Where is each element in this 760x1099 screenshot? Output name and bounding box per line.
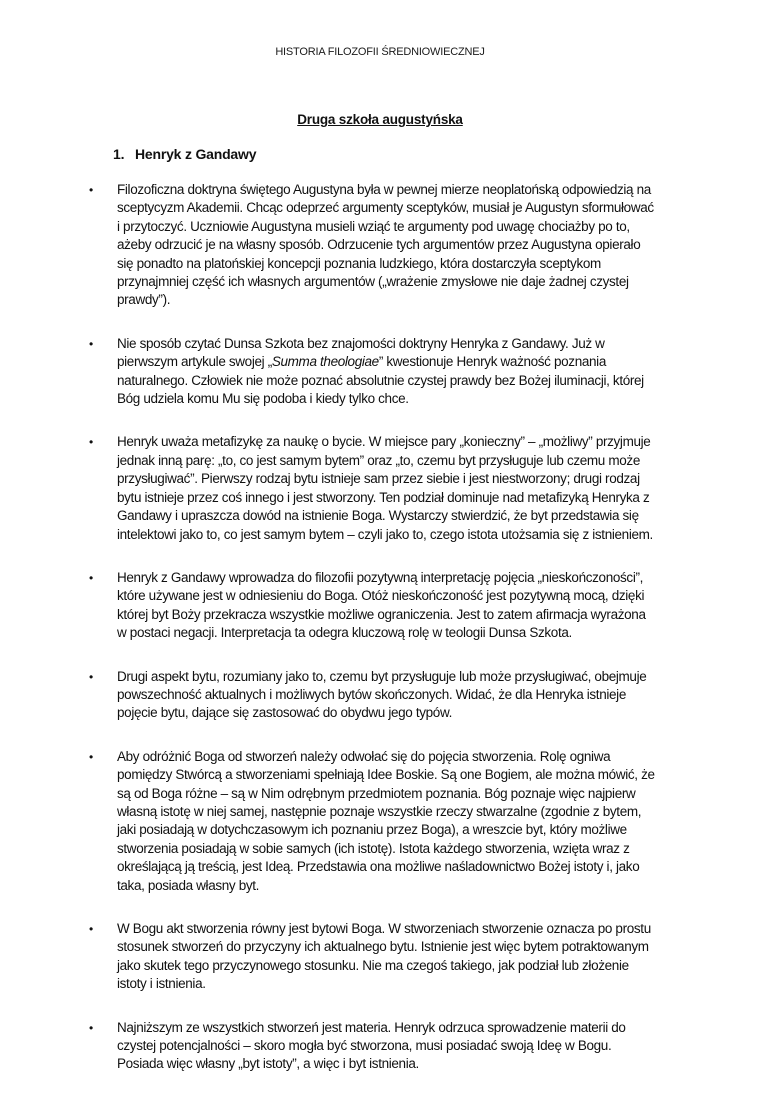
bullet-icon: •: [89, 183, 93, 197]
bullet-icon: •: [89, 749, 93, 764]
bullet-icon: •: [89, 435, 93, 450]
bullet-icon: •: [89, 669, 93, 684]
bullet-text: Filozoficzna doktryna świętego Augustyna była w pewnej mierze neoplatońską odpowiedzią na sceptycyzm Akademii. Chcąc odeprzeć argumenty sceptyków, musiał je Augustyn sformułować i przytoczyć. Uczniowie Augustyna musieli wziąć te argumenty pod uwagę chociażby po to, ażeby odrzucić je na własny sposób. Odrzucenie tych argumentów przez Augustyna opierało się ponadto na platońskiej koncepcji poznania ludzkiego, która dostarczyła sceptykom przynajmniej część ich własnych argumentów („wrażenie zmysłowe nie daje żadnej czystej prawdy”).: [117, 182, 654, 308]
bullet-paragraph: [0, 1019, 760, 1074]
bullet-text: Nie sposób czytać Dunsa Szkota bez znajomości doktryny Henryka z Gandawy. Już w pierwszym artykule swojej „Summa theologiae” kwestionuje Henryk ważność poznania naturalnego. Człowiek nie może poznać absolutnie czystej prawdy bez Bożej iluminacji, której Bóg udziela komu Mu się podoba i kiedy tylko chce.: [117, 335, 644, 407]
section-heading-text: Henryk z Gandawy: [135, 146, 257, 162]
bullet-icon: •: [89, 570, 93, 585]
bullet-text: Aby odróżnić Boga od stworzeń należy odwołać się do pojęcia stworzenia. Rolę ogniwa pomiędzy Stwórcą a stworzeniami spełniają Idee Boskie. Są one Bogiem, ale można mówić, że są od Boga różne – są w Nim odrębnym przedmiotem poznania. Bóg poznaje więc najpierw własną istotę w niej samej, następnie poznaje wszystkie rzeczy stwarzalne (zgodnie z bytem, jaki posiadają w dotychczasowym ich poznaniu przez Boga), a wreszcie byt, który możliwe stworzenia posiadają w sobie samych (ich istotę). Istota każdego stworzenia, wzięta wraz z określającą ją treścią, jest Ideą. Przedstawia ona możliwe naśladownictwo Bożej istoty i, jako taka, posiada własny byt.: [117, 748, 655, 893]
bullet-paragraph: [0, 569, 760, 643]
section-number: 1.: [113, 146, 125, 162]
bullet-paragraph: [0, 668, 760, 723]
bullet-text: Najniższym ze wszystkich stworzeń jest materia. Henryk odrzuca sprowadzenie materii do czystej potencjalności – skoro mogła być stworzona, musi posiadać swoją Ideę w Bogu. Posiada więc własny „byt istoty”, a więc i byt istnienia.: [117, 1019, 626, 1072]
bullet-text: Henryk uważa metafizykę za naukę o bycie. W miejsce pary „konieczny” – „możliwy” przyjmuje jednak inną parę: „to, co jest samym bytem” oraz „to, czemu byt przysługuje lub czemu może przysługiwać”. Pierwszy rodzaj bytu istnieje sam przez siebie i jest niestworzony; drugi rodzaj bytu istnieje przez coś innego i jest stworzony. Ten podział dominuje nad metafizyką Henryka z Gandawy i upraszcza dowód na istnienie Boga. Wystarczy stwierdzić, że byt przedstawia się intelektowi jako to, co jest samym bytem – czyli jako to, czego istota utożsamia się z istnieniem.: [117, 434, 653, 542]
bullet-text: Henryk z Gandawy wprowadza do filozofii pozytywną interpretację pojęcia „nieskończoności”, które używane jest w odniesieniu do Boga. Otóż nieskończoność jest pozytywną mocą, dzięki której byt Boży przekracza wszystkie możliwe ograniczenia. Jest to zatem afirmacja wyrażona w postaci negacji. Interpretacja ta odegra kluczową rolę w teologii Dunsa Szkota.: [117, 569, 646, 641]
section-heading: [113, 146, 256, 162]
italic-title: Summa theologiae: [271, 354, 379, 370]
bullet-icon: •: [89, 922, 93, 936]
bullet-list: [0, 181, 760, 1099]
bullet-paragraph: [0, 748, 760, 895]
bullet-paragraph: [0, 181, 760, 310]
bullet-paragraph: [0, 335, 760, 409]
bullet-icon: •: [89, 1020, 93, 1035]
bullet-icon: •: [89, 336, 93, 351]
bullet-text: W Bogu akt stworzenia równy jest bytowi Boga. W stworzeniach stworzenie oznacza po prostu stosunek stworzeń do przyczyny ich aktualnego bytu. Istnienie jest więc bytem potraktowanym jako skutek tego przyczynowego stosunku. Nie ma czegoś takiego, jak podział lub złożenie istoty i istnienia.: [117, 921, 651, 992]
bullet-paragraph: [0, 920, 760, 994]
document-title: Druga szkoła augustyńska: [297, 112, 463, 127]
bullet-text: Drugi aspekt bytu, rozumiany jako to, czemu byt przysługuje lub może przysługiwać, obejmuje powszechność aktualnych i możliwych bytów skończonych. Widać, że dla Henryka istnieje pojęcie bytu, dające się zastosować do obydwu jego typów.: [117, 668, 647, 721]
bullet-paragraph: [0, 433, 760, 543]
running-header: HISTORIA FILOZOFII ŚREDNIOWIECZNEJ: [275, 46, 485, 58]
